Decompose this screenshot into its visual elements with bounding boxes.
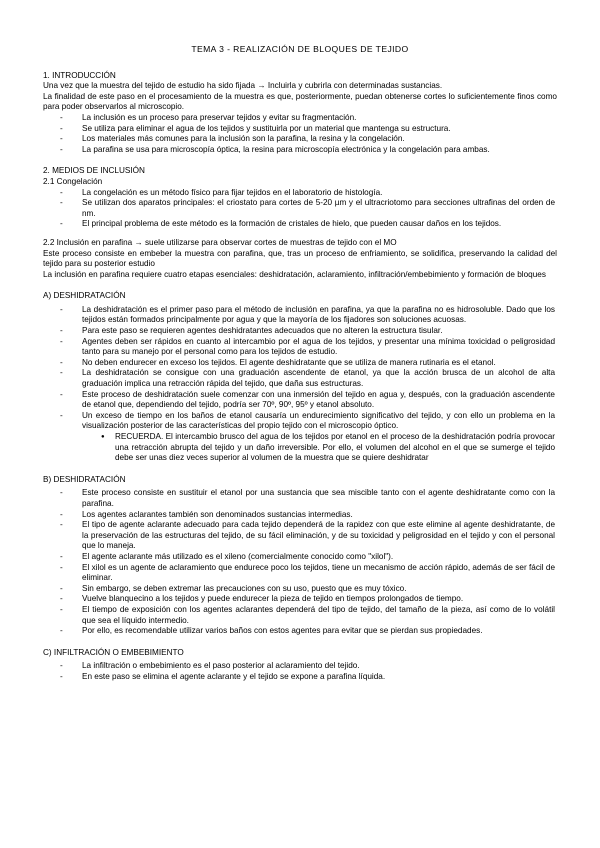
section-2-2-paragraph-2: La inclusión en parafina requiere cuatro etapas esenciales: deshidratación, aclaramiento, infiltración/embebimiento y formación de bloques bbox=[43, 269, 546, 279]
list-item: - Los materiales más comunes para la inclusión son la parafina, la resina y la congelación. bbox=[43, 134, 557, 145]
list-item: - Se utilizan dos aparatos principales: el criostato para cortes de 5-20 µm y el ultracriotomo para secciones ultrafinas del orden de nm. bbox=[43, 198, 557, 219]
list-item: - Por ello, es recomendable utilizar varios baños con estos agentes para evitar que se pierdan sus propiedades. bbox=[43, 626, 557, 637]
section-1-list bbox=[43, 113, 557, 155]
section-c-list bbox=[43, 661, 557, 682]
list-item: - Vuelve blanquecino a los tejidos y puede endurecer la pieza de tejido en tiempos prolongados de tiempo. bbox=[43, 594, 557, 605]
section-2-1-heading: 2.1 Congelación bbox=[43, 176, 103, 186]
list-item: - Agentes deben ser rápidos en cuanto al intercambio por el agua de los tejidos, y presentar una mínima toxicidad o peligrosidad tanto para su manejo por el personal como para los tejidos de estudio. bbox=[43, 337, 557, 358]
section-2-2-paragraph-1: Este proceso consiste en embeber la muestra con parafina, que, tras un proceso de enfriamiento, se solidifica, preservando la calidad del tejido para su posterior estudio bbox=[43, 248, 557, 269]
list-item: - El tipo de agente aclarante adecuado para cada tejido dependerá de la rapidez con que este elimine al agente deshidratante, de la preservación de las estructuras del tejido, de su fácil eliminación, y de su toxicidad y peligrosidad en el tejido y con el personal que lo maneja. bbox=[43, 520, 557, 552]
list-item: - La congelación es un método físico para fijar tejidos en el laboratorio de histología. bbox=[43, 188, 557, 199]
section-1-paragraph-1: Una vez que la muestra del tejido de estudio ha sido fijada → Incluirla y cubrirla con determinadas sustancias. bbox=[43, 81, 443, 91]
list-item: - Un exceso de tiempo en los baños de etanol causaría un endurecimiento significativo del tejido, y con ello un problema en la visualización posterior de las características del propio tejido con el microscopio óptico. bbox=[43, 411, 557, 432]
document-title: TEMA 3 - REALIZACIÓN DE BLOQUES DE TEJIDO bbox=[191, 44, 409, 54]
list-item: - La inclusión es un proceso para preservar tejidos y evitar su fragmentación. bbox=[43, 113, 557, 124]
section-b-heading: B) DESHIDRATACIÓN bbox=[43, 474, 126, 484]
section-a-note-list bbox=[43, 432, 557, 464]
document-page bbox=[43, 44, 557, 682]
section-b-list bbox=[43, 488, 557, 636]
section-1-paragraph-2: La finalidad de este paso en el procesamiento de la muestra es que, posteriormente, puedan obtenerse cortes lo suficientemente finos como para poder observarlos al microscopio. bbox=[43, 91, 557, 112]
list-item: - Para este paso se requieren agentes deshidratantes adecuados que no alteren la estructura tisular. bbox=[43, 326, 557, 337]
list-item: - Este proceso de deshidratación suele comenzar con una inmersión del tejido en agua y, después, con la graduación ascendente de etanol que, dependiendo del tejido, podría ser 70º, 90º, 95º y etanol absoluto. bbox=[43, 390, 557, 411]
section-c-heading: C) INFILTRACIÓN O EMBEBIMIENTO bbox=[43, 647, 184, 657]
list-item: - No deben endurecer en exceso los tejidos. El agente deshidratante que se utiliza de manera rutinaria es el etanol. bbox=[43, 358, 557, 369]
list-item: - Los agentes aclarantes también son denominados sustancias intermedias. bbox=[43, 510, 557, 521]
list-item: - La infiltración o embebimiento es el paso posterior al aclaramiento del tejido. bbox=[43, 661, 557, 672]
list-item: - El agente aclarante más utilizado es el xileno (comercialmente conocido como "xilol"). bbox=[43, 552, 557, 563]
list-item: - Este proceso consiste en sustituir el etanol por una sustancia que sea miscible tanto con el agente deshidratante como con la parafina. bbox=[43, 488, 557, 509]
section-a-heading: A) DESHIDRATACIÓN bbox=[43, 291, 126, 301]
list-item: - El xilol es un agente de aclaramiento que endurece poco los tejidos, tiene un mecanismo de acción rápido, además de ser fácil de eliminar. bbox=[43, 563, 557, 584]
section-1-heading: 1. INTRODUCCIÓN bbox=[43, 70, 116, 80]
list-item: - El tiempo de exposición con los agentes aclarantes dependerá del tipo de tejido, del tamaño de la pieza, así como de lo volátil que sea el líquido intermedio. bbox=[43, 605, 557, 626]
section-2-2-heading: 2.2 Inclusión en parafina → suele utilizarse para observar cortes de muestras de tejido con el MO bbox=[43, 237, 397, 247]
list-item: - Sin embargo, se deben extremar las precauciones con su uso, puesto que es muy tóxico. bbox=[43, 584, 557, 595]
list-item: - La parafina se usa para microscopía óptica, la resina para microscopía electrónica y la congelación para ambas. bbox=[43, 145, 557, 156]
note-item: ● RECUERDA. El intercambio brusco del agua de los tejidos por etanol en el proceso de la deshidratación podría provocar una retracción abrupta del tejido y un daño irreversible. Por ello, el volumen del alcohol en el que se sumerge el tejido debe ser unas diez veces superior al volumen de la muestra que se quiere deshidratar bbox=[43, 432, 557, 464]
list-item: - Se utiliza para eliminar el agua de los tejidos y sustituirla por un material que mantenga su estructura. bbox=[43, 124, 557, 135]
section-2-heading: 2. MEDIOS DE INCLUSIÓN bbox=[43, 166, 145, 176]
list-item: - El principal problema de este método es la formación de cristales de hielo, que pueden causar daños en los tejidos. bbox=[43, 219, 557, 230]
list-item: - La deshidratación se consigue con una graduación ascendente de etanol, ya que la acción brusca de un alcohol de alta graduación implica una retracción rápida del tejido, que daña sus estructuras. bbox=[43, 368, 557, 389]
section-a-list bbox=[43, 305, 557, 432]
list-item: - En este paso se elimina el agente aclarante y el tejido se expone a parafina líquida. bbox=[43, 672, 557, 683]
list-item: - La deshidratación es el primer paso para el método de inclusión en parafina, ya que la parafina no es hidrosoluble. Dado que los tejidos están formados principalmente por agua y que la mayoría de los fijadores son soluciones acuosas. bbox=[43, 305, 557, 326]
section-2-1-list bbox=[43, 188, 557, 230]
